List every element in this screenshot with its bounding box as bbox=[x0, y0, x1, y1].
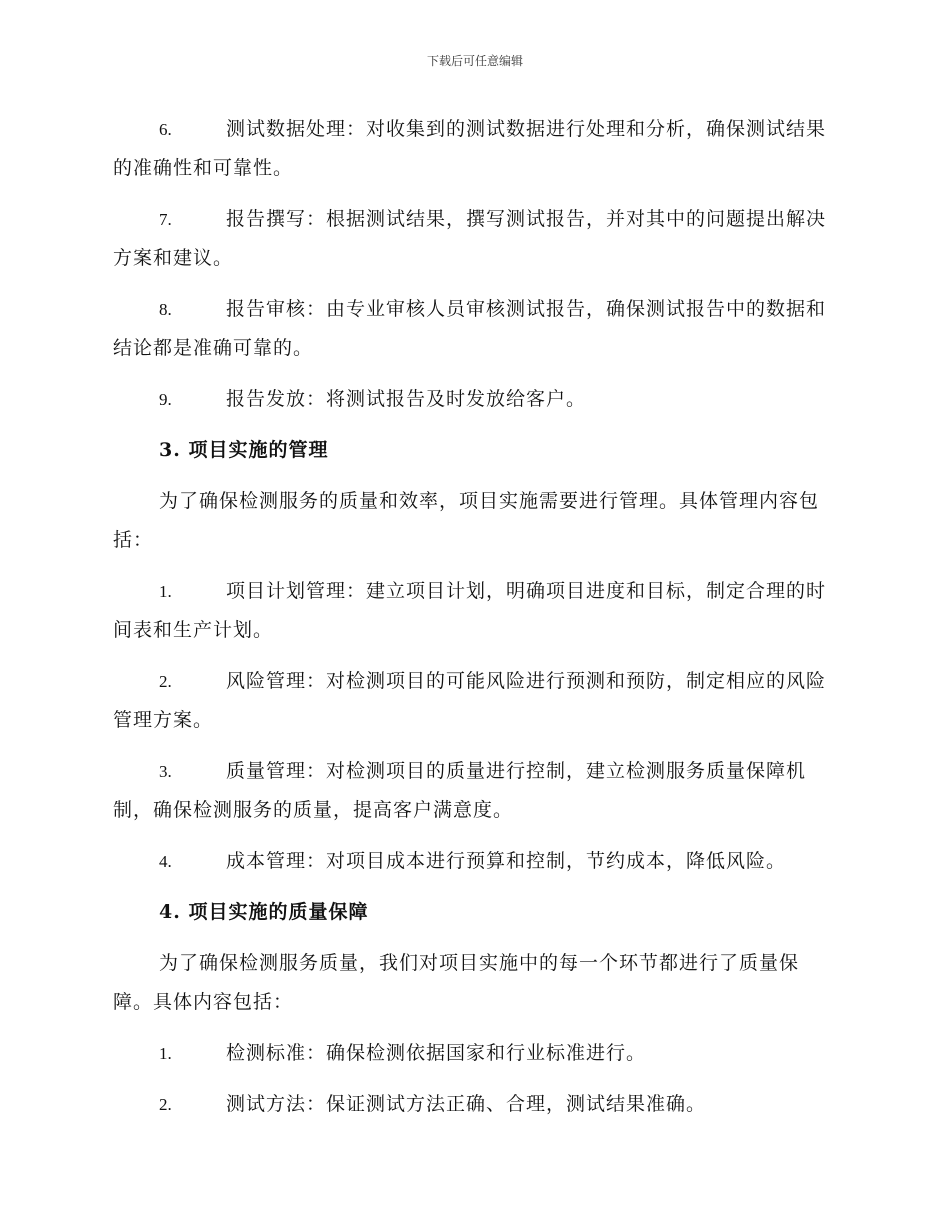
section-heading: 4. 项目实施的质量保障 bbox=[159, 901, 369, 923]
list-text: 检测标准：确保检测依据国家和行业标准进行。 bbox=[226, 1042, 647, 1064]
list-number: 2. bbox=[159, 672, 172, 691]
list-number: 2. bbox=[159, 1095, 172, 1114]
list-item bbox=[113, 662, 833, 740]
list-text: 风险管理：对检测项目的可能风险进行预测和预防，制定相应的风险管理方案。 bbox=[113, 670, 827, 731]
list-text: 报告审核：由专业审核人员审核测试报告，确保测试报告中的数据和结论都是准确可靠的。 bbox=[113, 298, 827, 359]
list-number: 3. bbox=[159, 762, 172, 781]
list-text: 测试方法：保证测试方法正确、合理，测试结果准确。 bbox=[226, 1093, 707, 1115]
list-item bbox=[113, 380, 833, 419]
section-intro: 为了确保检测服务的质量和效率，项目实施需要进行管理。具体管理内容包括： bbox=[113, 490, 820, 551]
list-number: 1. bbox=[159, 582, 172, 601]
list-text: 成本管理：对项目成本进行预算和控制，节约成本，降低风险。 bbox=[226, 850, 787, 872]
list-item bbox=[113, 200, 833, 278]
list-text: 质量管理：对检测项目的质量进行控制，建立检测服务质量保障机制，确保检测服务的质量，提高客户满意度。 bbox=[113, 760, 807, 821]
list-number: 4. bbox=[159, 852, 172, 871]
list-item bbox=[113, 752, 833, 830]
page-header: 下载后可任意编辑 bbox=[426, 54, 523, 68]
document-body bbox=[113, 110, 833, 1136]
list-item bbox=[113, 842, 833, 881]
list-number: 6. bbox=[159, 120, 172, 139]
list-number: 1. bbox=[159, 1044, 172, 1063]
list-item bbox=[113, 290, 833, 368]
list-item bbox=[113, 572, 833, 650]
list-text: 报告撰写：根据测试结果，撰写测试报告，并对其中的问题提出解决方案和建议。 bbox=[113, 208, 827, 269]
list-text: 项目计划管理：建立项目计划，明确项目进度和目标，制定合理的时间表和生产计划。 bbox=[113, 580, 827, 641]
list-item bbox=[113, 110, 833, 188]
list-item bbox=[113, 1034, 833, 1073]
list-text: 报告发放：将测试报告及时发放给客户。 bbox=[226, 388, 587, 410]
section-intro: 为了确保检测服务质量，我们对项目实施中的每一个环节都进行了质量保障。具体内容包括： bbox=[113, 952, 800, 1013]
section-heading: 3. 项目实施的管理 bbox=[159, 439, 329, 461]
list-text: 测试数据处理：对收集到的测试数据进行处理和分析，确保测试结果的准确性和可靠性。 bbox=[113, 118, 827, 179]
list-item bbox=[113, 1085, 833, 1124]
list-number: 7. bbox=[159, 210, 172, 229]
list-number: 8. bbox=[159, 300, 172, 319]
list-number: 9. bbox=[159, 390, 172, 409]
